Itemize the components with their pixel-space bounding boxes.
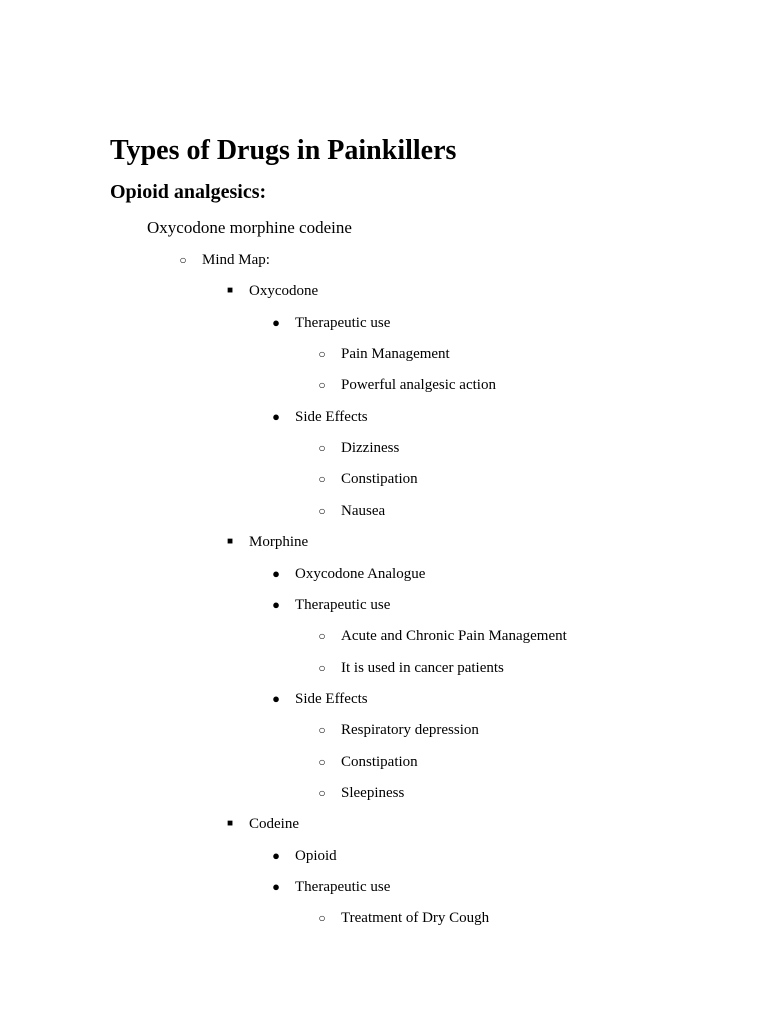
hollow-circle-bullet-icon: ○ [318,347,326,362]
hollow-circle-bullet-icon: ○ [179,253,187,267]
hollow-circle-bullet-icon: ○ [318,378,326,393]
list-item [0,751,768,773]
hollow-circle-bullet-icon: ○ [318,629,326,644]
list-item [0,657,768,679]
list-item-text: Therapeutic use [295,596,391,613]
list-item [0,782,768,804]
hollow-circle-bullet-icon: ○ [318,723,326,738]
filled-circle-bullet-icon: ● [272,565,280,581]
filled-circle-bullet-icon: ● [272,314,280,330]
list-item-text: Respiratory depression [341,722,479,739]
list-item-text: Acute and Chronic Pain Management [341,628,567,645]
list-item-text: Constipation [341,471,418,488]
list-item-text: Side Effects [295,408,368,425]
list-item [0,249,768,271]
filled-circle-bullet-icon: ● [272,879,280,894]
list-item [0,876,768,898]
hollow-circle-bullet-icon: ○ [318,660,326,675]
square-bullet-icon: ■ [226,285,234,297]
list-item [0,531,768,553]
hollow-circle-bullet-icon: ○ [318,441,326,456]
list-item-text: Treatment of Dry Cough [341,910,490,927]
list-item-text: It is used in cancer patients [341,659,504,676]
list-item [0,343,768,365]
list-item [0,907,768,929]
list-item-text: Therapeutic use [295,879,391,895]
section-heading: Opioid analgesics: [110,181,267,203]
list-item-text: Nausea [341,502,386,519]
filled-circle-bullet-icon: ● [272,408,280,424]
list-item [0,437,768,459]
list-item-text: Oxycodone [249,283,319,300]
list-item-text: Codeine [249,816,299,833]
list-item [0,468,768,490]
list-item-text: Pain Management [341,346,450,363]
intro-line: Oxycodone morphine codeine [147,218,352,237]
list-item [0,719,768,741]
list-item-text: Constipation [341,753,418,770]
document-title: Types of Drugs in Painkillers [110,135,457,166]
list-item [0,374,768,396]
list-item [0,625,768,647]
list-item [0,813,768,835]
list-item-text: Opioid [295,847,337,864]
hollow-circle-bullet-icon: ○ [318,472,326,487]
list-item-text: Dizziness [341,440,400,457]
list-item [0,500,768,522]
filled-circle-bullet-icon: ● [272,690,280,706]
hollow-circle-bullet-icon: ○ [318,785,326,800]
hollow-circle-bullet-icon: ○ [318,503,326,518]
list-item [0,406,768,428]
list-item [0,845,768,867]
hollow-circle-bullet-icon: ○ [318,754,326,769]
list-item-text: Powerful analgesic action [341,377,496,394]
list-item-text: Oxycodone Analogue [295,565,426,582]
list-item [0,688,768,710]
hollow-circle-bullet-icon: ○ [318,911,326,926]
square-bullet-icon: ■ [226,818,234,830]
list-item [0,280,768,302]
list-item-text: Morphine [249,534,309,551]
list-item-text: Therapeutic use [295,314,391,331]
filled-circle-bullet-icon: ● [272,596,280,612]
square-bullet-icon: ■ [226,536,234,548]
list-item [0,594,768,616]
list-item [0,312,768,334]
list-item-text: Mind Map: [202,252,270,268]
filled-circle-bullet-icon: ● [272,847,280,863]
list-item [0,563,768,585]
list-item-text: Side Effects [295,690,368,707]
list-item-text: Sleepiness [341,784,405,801]
